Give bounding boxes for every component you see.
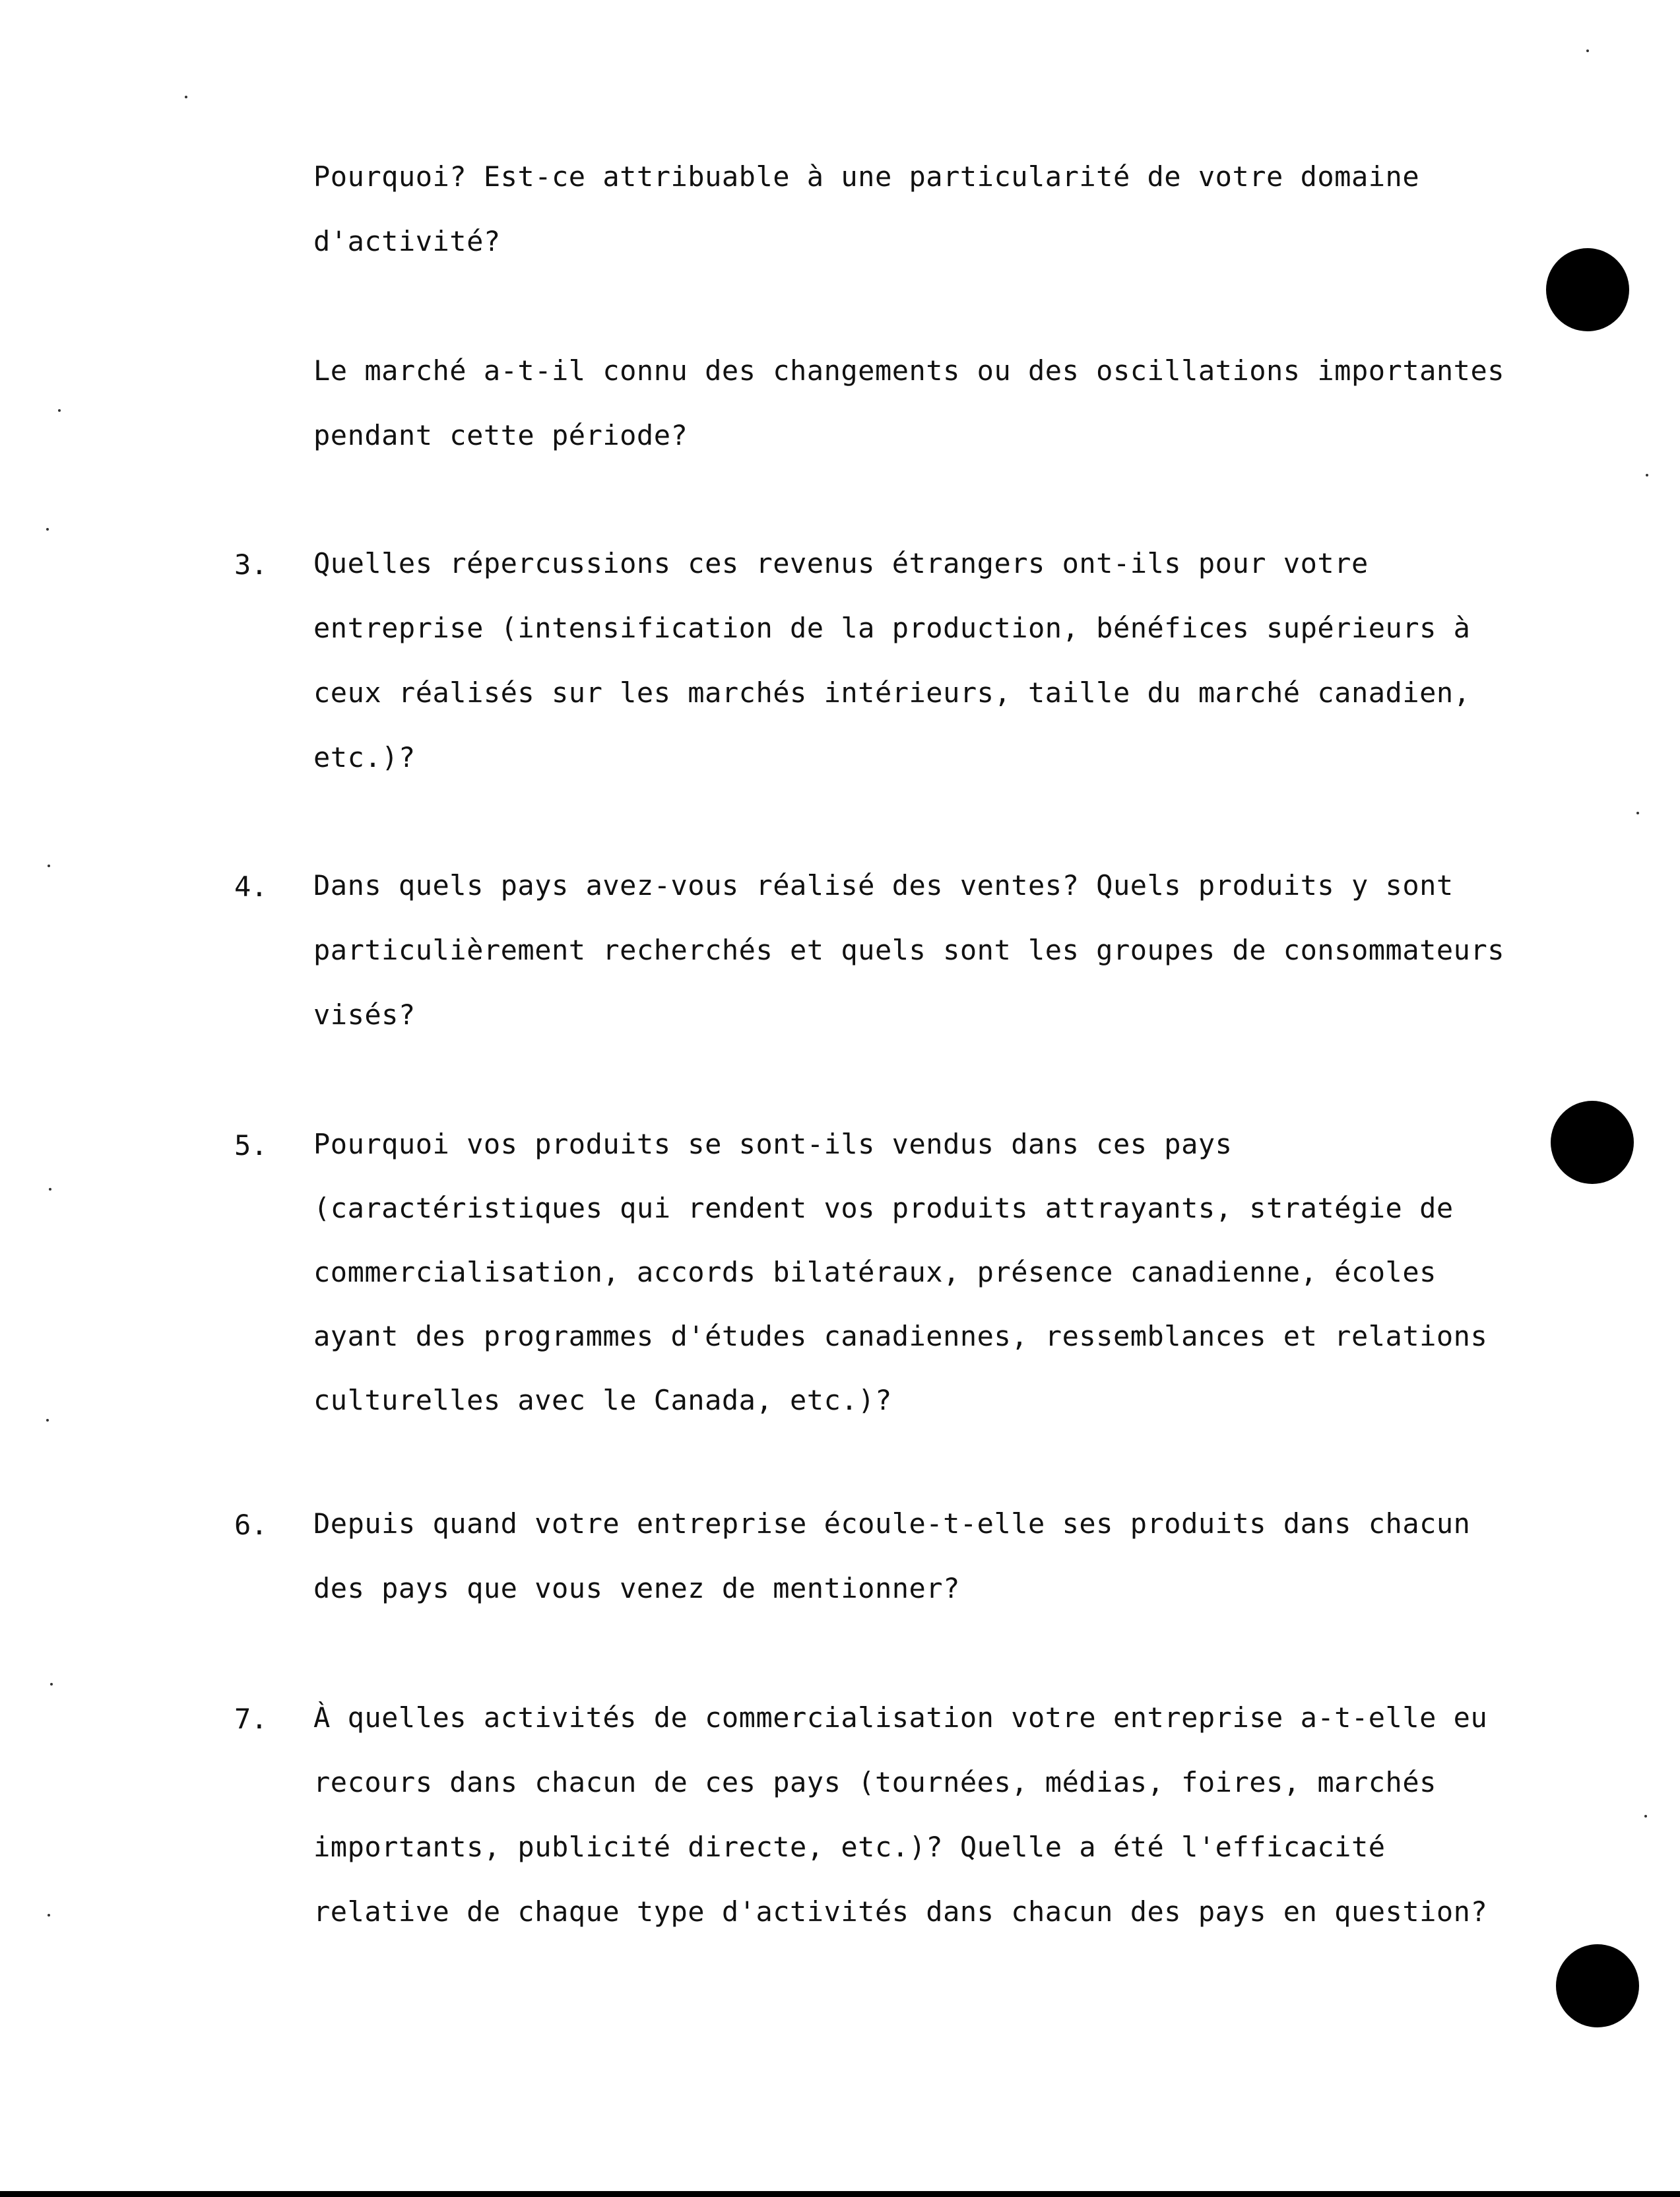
scan-speck [49, 1188, 51, 1191]
scan-speck [185, 96, 187, 98]
scan-speck [46, 528, 49, 531]
question-4-line-3: visés? [313, 999, 416, 1031]
scan-speck [1646, 474, 1648, 476]
question-7-line-1: À quelles activités de commercialisation votre entreprise a-t-elle eu [313, 1701, 1488, 1734]
question-7-line-4: relative de chaque type d'activités dans chacun des pays en question? [313, 1895, 1488, 1928]
scan-speck [1586, 49, 1589, 52]
scan-speck [1636, 812, 1639, 814]
punch-hole-top [1546, 248, 1629, 331]
question-3-line-2: entreprise (intensification de la production, bénéfices supérieurs à [313, 612, 1471, 644]
punch-hole-middle [1551, 1101, 1634, 1184]
scan-speck [48, 1914, 50, 1917]
market-line-2: pendant cette période? [313, 419, 688, 451]
question-5-line-2: (caractéristiques qui rendent vos produits attrayants, stratégie de [313, 1192, 1454, 1224]
question-3-line-3: ceux réalisés sur les marchés intérieurs, taille du marché canadien, [313, 676, 1471, 709]
scan-bottom-edge [0, 2191, 1680, 2197]
question-3-line-4: etc.)? [313, 741, 416, 773]
scan-speck [50, 1683, 53, 1686]
question-6-line-2: des pays que vous venez de mentionner? [313, 1572, 960, 1604]
intro-line-2: d'activité? [313, 225, 501, 257]
question-5-line-3: commercialisation, accords bilatéraux, présence canadienne, écoles [313, 1256, 1437, 1288]
question-5-line-1: Pourquoi vos produits se sont-ils vendus dans ces pays [313, 1128, 1233, 1160]
intro-line-1: Pourquoi? Est-ce attribuable à une particularité de votre domaine [313, 160, 1420, 193]
question-5-line-5: culturelles avec le Canada, etc.)? [313, 1384, 892, 1416]
scan-speck [1644, 1815, 1647, 1818]
punch-hole-bottom [1556, 1944, 1639, 2027]
question-4-line-2: particulièrement recherchés et quels sont les groupes de consommateurs [313, 934, 1505, 966]
question-6-number: 6. [234, 1509, 268, 1541]
question-6-line-1: Depuis quand votre entreprise écoule-t-elle ses produits dans chacun [313, 1507, 1471, 1540]
question-3-line-1: Quelles répercussions ces revenus étrangers ont-ils pour votre [313, 547, 1369, 579]
question-7-line-3: importants, publicité directe, etc.)? Quelle a été l'efficacité [313, 1831, 1386, 1863]
question-3-number: 3. [234, 548, 268, 581]
question-5-line-4: ayant des programmes d'études canadiennes, ressemblances et relations [313, 1320, 1488, 1352]
question-4-number: 4. [234, 870, 268, 903]
question-7-number: 7. [234, 1703, 268, 1735]
question-5-number: 5. [234, 1129, 268, 1162]
question-4-line-1: Dans quels pays avez-vous réalisé des ventes? Quels produits y sont [313, 869, 1454, 902]
question-7-line-2: recours dans chacun de ces pays (tournées, médias, foires, marchés [313, 1766, 1437, 1798]
scan-speck [48, 865, 50, 867]
market-line-1: Le marché a-t-il connu des changements ou des oscillations importantes [313, 354, 1505, 387]
scan-speck [46, 1419, 49, 1422]
scan-speck [58, 409, 61, 412]
